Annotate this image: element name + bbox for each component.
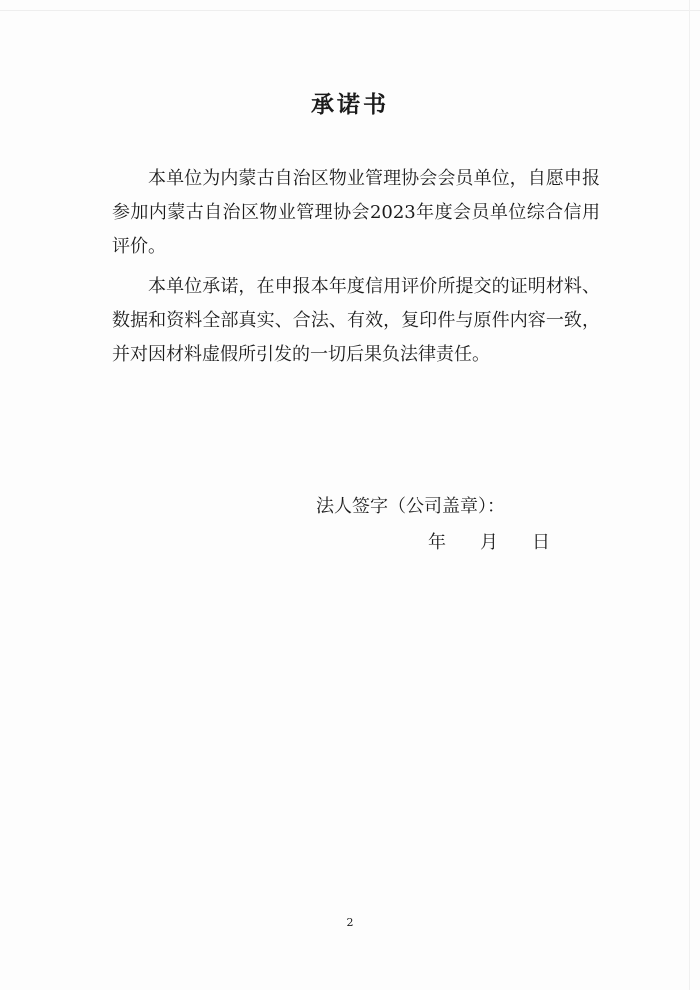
signature-label: 法人签字（公司盖章）： (316, 496, 505, 517)
page-right-edge (689, 0, 700, 990)
date-month-label: 月 (480, 532, 498, 553)
paragraph-commitment: 本单位承诺，在申报本年度信用评价所提交的证明材料、数据和资料全部真实、合法、有效，复印件与原件内容一致，并对因材料虚假所引发的一切后果负法律责任。 (112, 276, 600, 365)
paragraph-membership: 本单位为内蒙古自治区物业管理协会会员单位，自愿申报参加内蒙古自治区物业管理协会2023年度会员单位综合信用评价。 (112, 168, 600, 257)
document-title: 承诺书 (311, 91, 389, 118)
date-day-label: 日 (532, 532, 550, 553)
page-top-edge (0, 0, 700, 11)
date-line (428, 528, 550, 554)
date-year-label: 年 (428, 532, 446, 553)
page-number: 2 (346, 916, 354, 929)
